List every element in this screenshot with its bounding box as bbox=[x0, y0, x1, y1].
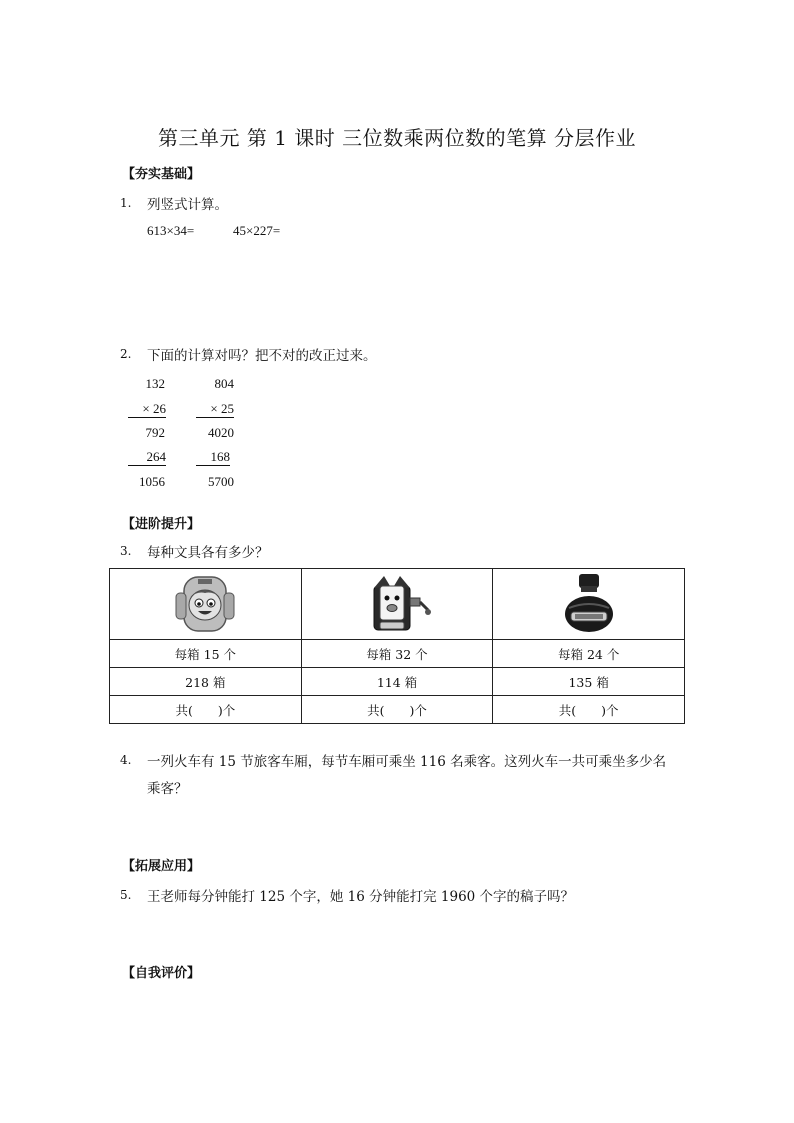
pencil-sharpener-icon bbox=[360, 572, 434, 637]
expression-1: 613×34= bbox=[147, 223, 195, 238]
question-number-2: 2. bbox=[120, 347, 132, 361]
question-text-3: 每种文具各有多少？ bbox=[147, 545, 269, 561]
image-cell-sharpener bbox=[301, 569, 493, 640]
total-sharpener-blank[interactable]: 共( )个 bbox=[301, 696, 493, 724]
calc-1-multiplier: × 26 bbox=[128, 401, 166, 418]
total-ink-blank[interactable]: 共( )个 bbox=[493, 696, 685, 724]
calc-2-result: 5700 bbox=[208, 474, 234, 489]
expression-2: 45×227= bbox=[233, 223, 281, 238]
calc-1-result: 1056 bbox=[139, 474, 165, 489]
ink-bottle-icon bbox=[559, 572, 619, 637]
section-heading-advanced: 【进阶提升】 bbox=[122, 517, 201, 532]
page-title: 第三单元 第 1 课时 三位数乘两位数的笔算 分层作业 bbox=[157, 126, 636, 150]
question-number-4: 4. bbox=[120, 753, 132, 767]
calc-2-partial-1: 4020 bbox=[208, 425, 234, 440]
question-number-1: 1. bbox=[120, 196, 132, 210]
section-heading-basic: 【夯实基础】 bbox=[122, 167, 201, 182]
boxes-ink: 135 箱 bbox=[493, 668, 685, 696]
total-backpack-blank[interactable]: 共( )个 bbox=[110, 696, 302, 724]
question-text-5: 王老师每分钟能打 125 个字，她 16 分钟能打完 1960 个字的稿子吗？ bbox=[147, 889, 575, 905]
per-box-sharpener: 每箱 32 个 bbox=[301, 640, 493, 668]
question-text-2: 下面的计算对吗？把不对的改正过来。 bbox=[147, 348, 377, 364]
calc-2-multiplicand: 804 bbox=[214, 376, 234, 391]
question-text-4-line-1: 一列火车有 15 节旅客车厢，每节车厢可乘坐 116 名乘客。这列火车一共可乘坐多少名 bbox=[147, 754, 667, 770]
calc-1-multiplicand: 132 bbox=[145, 376, 165, 391]
question-number-5: 5. bbox=[120, 888, 132, 902]
section-heading-self-evaluation: 【自我评价】 bbox=[122, 966, 201, 981]
image-cell-ink bbox=[493, 569, 685, 640]
calc-2-partial-2: 168 bbox=[196, 449, 230, 466]
question-number-3: 3. bbox=[120, 544, 132, 558]
stationery-table bbox=[109, 568, 685, 724]
calc-2-multiplier: × 25 bbox=[196, 401, 234, 418]
image-cell-backpack bbox=[110, 569, 302, 640]
section-heading-extended: 【拓展应用】 bbox=[122, 859, 201, 874]
boxes-backpack: 218 箱 bbox=[110, 668, 302, 696]
question-text-1: 列竖式计算。 bbox=[147, 197, 228, 213]
per-box-backpack: 每箱 15 个 bbox=[110, 640, 302, 668]
question-text-4-line-2: 乘客？ bbox=[147, 781, 188, 797]
boxes-sharpener: 114 箱 bbox=[301, 668, 493, 696]
per-box-ink: 每箱 24 个 bbox=[493, 640, 685, 668]
backpack-icon bbox=[170, 571, 240, 638]
calc-1-partial-2: 264 bbox=[128, 449, 166, 466]
calc-1-partial-1: 792 bbox=[145, 425, 165, 440]
